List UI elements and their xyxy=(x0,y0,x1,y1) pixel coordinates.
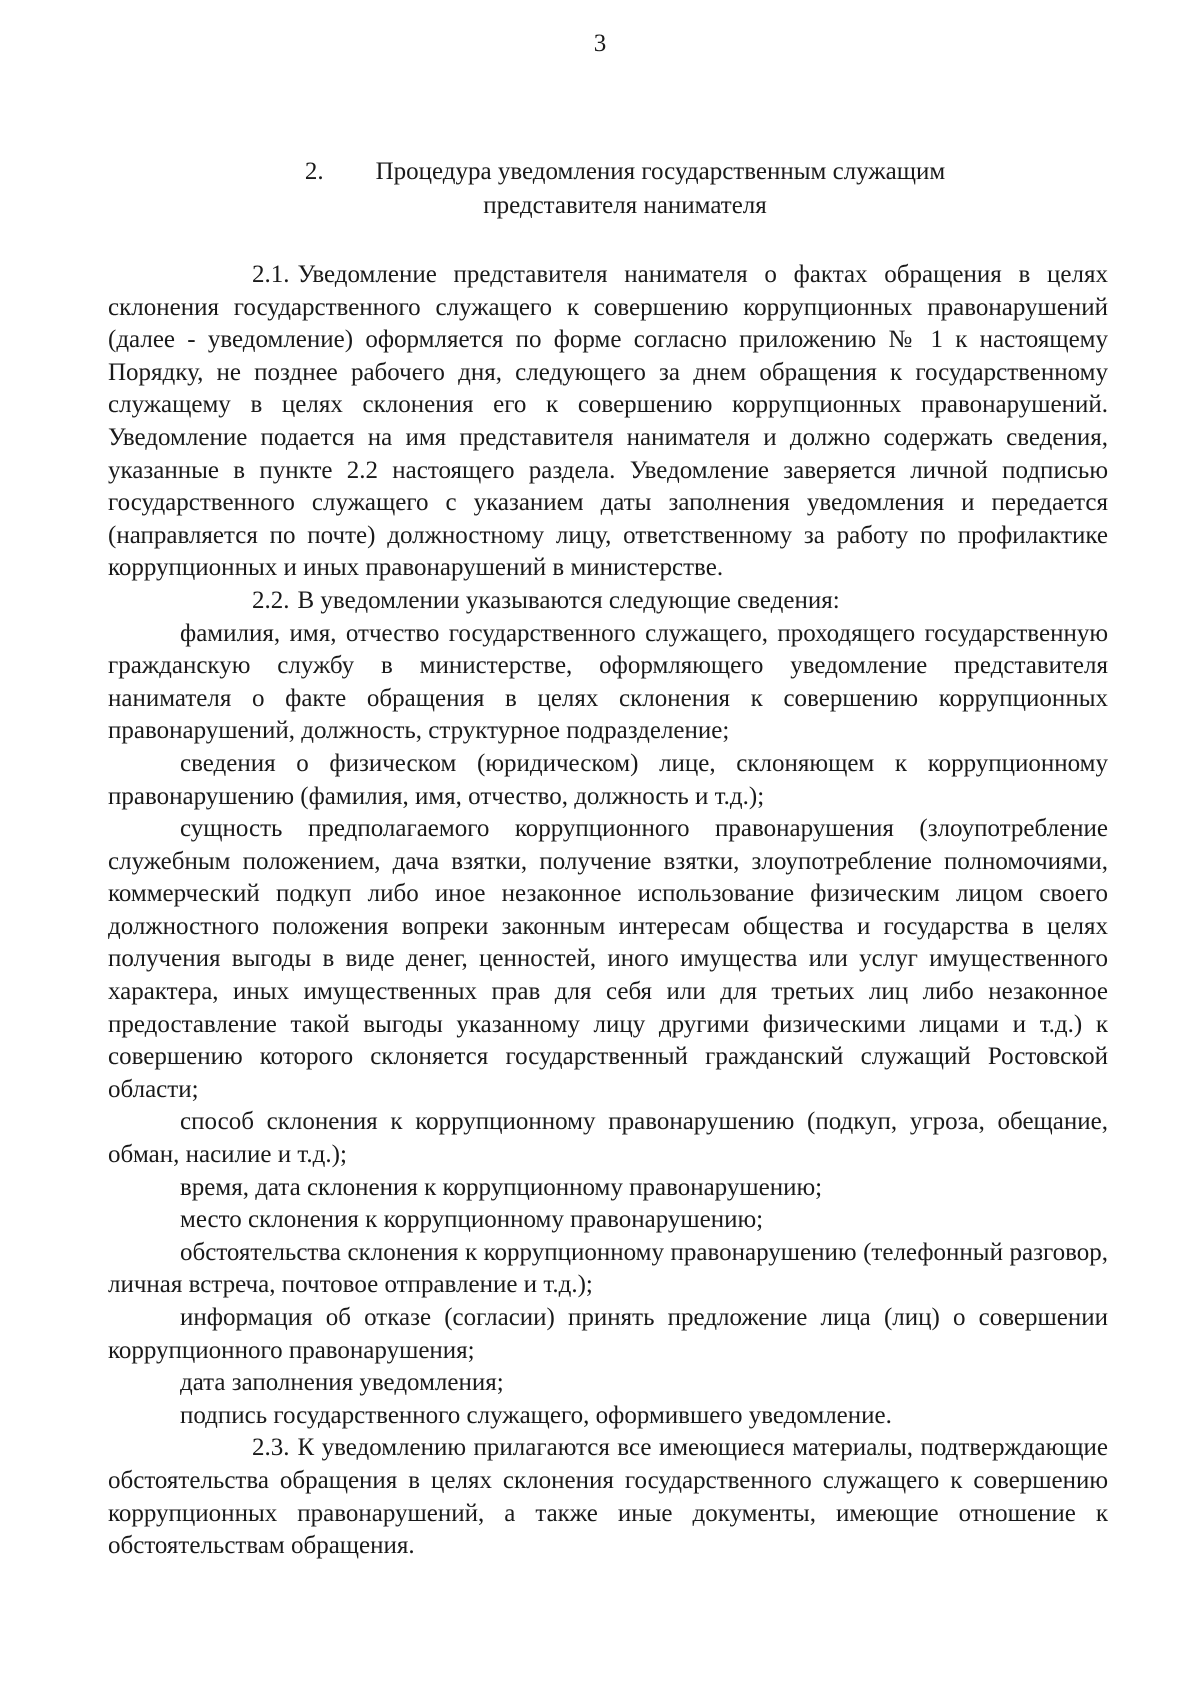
paragraph-text: В уведомлении указываются следующие сведения: xyxy=(297,586,840,614)
section-title-line-2: представителя нанимателя xyxy=(483,192,767,219)
paragraph-2-2 xyxy=(108,585,1108,618)
paragraph-number: 2.1. xyxy=(252,261,290,288)
section-heading xyxy=(130,155,1120,223)
list-item: информация об отказе (согласии) принять предложение лица (лиц) о совершении коррупционного правонарушения; xyxy=(108,1304,1108,1364)
list-item: место склонения к коррупционному правонарушению; xyxy=(180,1206,764,1234)
section-title-line-1: Процедура уведомления государственным служащим xyxy=(375,158,946,185)
list-item: подпись государственного служащего, оформившего уведомление. xyxy=(180,1401,892,1429)
paragraph-2-1 xyxy=(108,259,1108,585)
list-item: способ склонения к коррупционному правонарушению (подкуп, угроза, обещание, обман, насилие и т.д.); xyxy=(108,1108,1108,1169)
paragraph-number: 2.3. xyxy=(252,1434,290,1462)
list-item: обстоятельства склонения к коррупционному правонарушению (телефонный разговор, личная встреча, почтовое отправление и т.д.); xyxy=(108,1238,1108,1299)
list-item: сведения о физическом (юридическом) лице, склоняющем к коррупционному правонарушению (фамилия, имя, отчество, должность и т.д.); xyxy=(108,749,1108,810)
list-item: фамилия, имя, отчество государственного служащего, проходящего государственную гражданскую службу в министерстве, оформляющего уведомление представителя нанимателя о факте обращения в целях склонения к совершению коррупционных правонарушений, должность, структурное подразделение; xyxy=(108,619,1108,745)
section-number: 2. xyxy=(304,158,324,185)
list-item: время, дата склонения к коррупционному правонарушению; xyxy=(180,1173,823,1201)
document-body xyxy=(108,259,1108,1563)
paragraph-text: Уведомление представителя нанимателя о фактах обращения в целях склонения государственного служащего к совершению коррупционных правонарушений (далее - уведомление) оформляется по форме согласно приложению № 1 к настоящему Порядку, не позднее рабочего дня, следующего за днем обращения к государственному служащему в целях склонения его к совершению коррупционных правонарушений. Уведомление подается на имя представителя нанимателя и должно содержать сведения, указанные в пункте 2.2 настоящего раздела. Уведомление заверяется личной подписью государственного служащего с указанием даты заполнения уведомления и передается (направляется по почте) должностному лицу, ответственному за работу по профилактике коррупционных и иных правонарушений в министерстве. xyxy=(108,261,1108,582)
page-number: 3 xyxy=(593,30,607,57)
paragraph-number: 2.2. xyxy=(252,586,290,614)
section-heading-line-1 xyxy=(130,155,1120,189)
list-item: сущность предполагаемого коррупционного правонарушения (злоупотребление служебным положением, дача взятки, получение взятки, злоупотребление полномочиями, коммерческий подкуп либо иное незаконное использование физическим лицом своего должностного положения вопреки законным интересам общества и государства в целях получения выгоды в виде денег, ценностей, иного имущества или услуг имущественного характера, иных имущественных прав для себя или для третьих лиц либо незаконное предоставление такой выгоды указанному лицу другими физическими лицами и т.д.) к совершению которого склоняется государственный гражданский служащий Ростовской области; xyxy=(108,815,1108,1103)
list-item: дата заполнения уведомления; xyxy=(180,1369,504,1397)
paragraph-2-3 xyxy=(108,1432,1108,1562)
paragraph-text: К уведомлению прилагаются все имеющиеся материалы, подтверждающие обстоятельства обращения в целях склонения государственного служащего к совершению коррупционных правонарушений, а также иные документы, имеющие отношение к обстоятельствам обращения. xyxy=(108,1434,1108,1560)
